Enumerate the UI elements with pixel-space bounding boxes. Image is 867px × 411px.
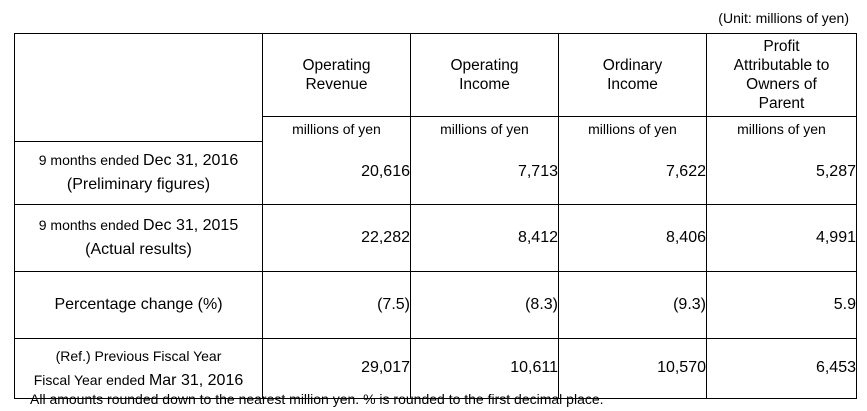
- header-ordinary-income: [559, 34, 707, 117]
- value-cell: 7,713: [411, 141, 559, 204]
- footnote: All amounts rounded down to the nearest million yen. % is rounded to the first decimal place.: [30, 391, 604, 407]
- row-label-text: (Ref.) Previous Fiscal Year: [55, 347, 222, 364]
- header-corner-cell: [15, 34, 263, 142]
- value-cell: 5.9: [707, 271, 857, 338]
- row-label-text: 9 months ended: [38, 217, 144, 233]
- unit-cell: millions of yen: [707, 117, 857, 142]
- row-label-date: Mar 31, 2016: [148, 371, 244, 389]
- header-text: Operating: [450, 57, 519, 74]
- header-text: Ordinary: [602, 57, 663, 74]
- header-text: Income: [607, 76, 658, 93]
- header-operating-income: [411, 34, 559, 117]
- unit-cell: millions of yen: [559, 117, 707, 142]
- table-row: [15, 141, 857, 204]
- row-label: [15, 141, 263, 204]
- value-cell: 10,611: [411, 338, 559, 398]
- value-cell: 5,287: [707, 141, 857, 204]
- header-profit-attributable: [707, 34, 857, 117]
- row-label: [15, 338, 263, 398]
- value-cell: 8,406: [559, 204, 707, 271]
- header-text: Revenue: [305, 76, 368, 93]
- value-cell: 6,453: [707, 338, 857, 398]
- header-text: Owners of: [746, 76, 817, 93]
- header-text: Income: [459, 76, 510, 93]
- table-row: [15, 204, 857, 271]
- financial-results-table: [14, 33, 857, 399]
- value-cell: 10,570: [559, 338, 707, 398]
- row-label-date: Dec 31, 2016: [143, 152, 239, 169]
- value-cell: (9.3): [559, 271, 707, 338]
- value-cell: 8,412: [411, 204, 559, 271]
- header-text: Profit: [763, 38, 800, 55]
- row-label-text: Fiscal Year ended: [33, 371, 149, 388]
- value-cell: (8.3): [411, 271, 559, 338]
- table-row: [15, 338, 857, 398]
- unit-cell: millions of yen: [411, 117, 559, 142]
- header-text: Parent: [758, 95, 805, 112]
- unit-note: (Unit: millions of yen): [718, 10, 849, 26]
- header-row: [15, 34, 857, 117]
- row-label-text: Percentage change (%): [54, 295, 223, 313]
- row-label-note: (Actual results): [85, 241, 192, 258]
- value-cell: (7.5): [263, 271, 411, 338]
- row-label: [15, 271, 263, 338]
- value-cell: 4,991: [707, 204, 857, 271]
- row-label-text: 9 months ended: [38, 152, 144, 168]
- header-text: Operating: [302, 57, 371, 74]
- header-text: Attributable to: [733, 57, 830, 74]
- value-cell: 22,282: [263, 204, 411, 271]
- value-cell: 20,616: [263, 141, 411, 204]
- table-row: [15, 271, 857, 338]
- value-cell: 7,622: [559, 141, 707, 204]
- header-operating-revenue: [263, 34, 411, 117]
- row-label-note: (Preliminary figures): [66, 176, 211, 193]
- value-cell: 29,017: [263, 338, 411, 398]
- row-label-date: Dec 31, 2015: [143, 217, 239, 234]
- unit-cell: millions of yen: [263, 117, 411, 142]
- row-label: [15, 204, 263, 271]
